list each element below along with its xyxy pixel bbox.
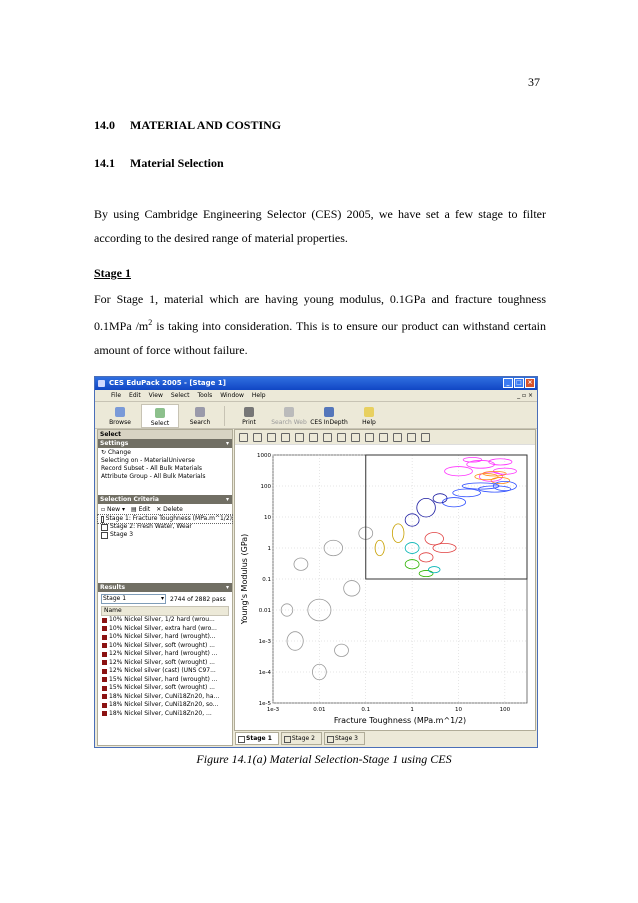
criteria-label: Selection Criteria	[100, 496, 159, 503]
result-item-label: 12% Nickel Silver, soft (wrought) ...	[109, 658, 215, 666]
selection-criteria-bar[interactable]	[98, 495, 232, 504]
collapse-icon[interactable]: ▾	[225, 584, 229, 591]
y-tick-label: 1e-4	[258, 670, 271, 676]
tab-stage-1[interactable]: Stage 1	[235, 732, 279, 745]
window-title: CES EduPack 2005 - [Stage 1]	[109, 379, 226, 387]
settings-line: Attribute Group - All Bulk Materials	[101, 473, 206, 480]
app-icon	[98, 380, 105, 387]
chart-tool-icon[interactable]	[239, 433, 248, 442]
settings-label: Settings	[100, 440, 129, 447]
results-list	[98, 616, 232, 718]
name-column-label: Name	[104, 607, 122, 614]
result-item-label: 18% Nickel Silver, CuNi18Zn20, so...	[109, 701, 219, 708]
pointer-icon[interactable]	[253, 433, 262, 442]
result-item-label: 18% Nickel Silver, CuNi18Zn20, ...	[109, 709, 212, 717]
tab-stage-2[interactable]: Stage 2	[281, 732, 322, 745]
result-item-label: 15% Nickel Silver, hard (wrought) ...	[109, 675, 218, 683]
y-tick-label: 1000	[257, 453, 271, 459]
stage-paragraph	[94, 287, 546, 362]
stage-icon	[101, 516, 104, 523]
result-item-label: 15% Nickel Silver, soft (wrought) ...	[109, 684, 215, 691]
result-item-label: 12% Nickel silver (cast) (UNS C97...	[109, 667, 216, 674]
subsection-number: 14.1	[94, 156, 115, 170]
window-titlebar	[95, 377, 537, 390]
search-label: Search	[189, 419, 211, 426]
result-item-label: 12% Nickel Silver, hard (wrought) ...	[109, 650, 218, 657]
material-swatch-icon	[102, 686, 107, 691]
intro-paragraph: By using Cambridge Engineering Selector (CES) 2005, we have set a few stage to filter according to the desired range of material properties.	[94, 207, 546, 245]
chart-tool-icon[interactable]	[323, 433, 332, 442]
select-icon	[155, 408, 165, 418]
settings-line: Record Subset - All Bulk Materials	[101, 465, 203, 472]
results-bar[interactable]	[98, 583, 232, 592]
search-web-icon	[284, 407, 294, 417]
stage-icon	[101, 532, 108, 539]
material-swatch-icon	[102, 652, 107, 657]
change-button[interactable]: ↻ Change	[101, 449, 131, 456]
print-label: Print	[242, 419, 256, 426]
chart-tool-icon[interactable]	[393, 433, 402, 442]
superscript: 2	[148, 318, 153, 327]
browse-icon	[115, 407, 125, 417]
page-number: 37	[528, 75, 540, 89]
result-item-label: 10% Nickel Silver, hard (wrought)...	[109, 633, 216, 640]
select-label: Select	[150, 420, 170, 427]
result-item[interactable]	[98, 710, 232, 719]
y-tick-label: 100	[260, 484, 271, 490]
print-button[interactable]	[230, 407, 268, 428]
collapse-icon[interactable]: ▾	[225, 496, 229, 503]
subsection-title: Material Selection	[130, 156, 224, 170]
ashby-chart[interactable]	[235, 445, 535, 729]
chart-tool-icon[interactable]	[337, 433, 346, 442]
maximize-icon[interactable]: □	[514, 378, 524, 388]
section-title: MATERIAL AND COSTING	[130, 118, 282, 132]
result-item[interactable]	[98, 659, 232, 668]
menu-tools[interactable]: Tools	[197, 392, 213, 399]
section-number: 14.0	[94, 118, 115, 132]
x-tick-label: 100	[499, 707, 511, 713]
y-tick-label: 1e-5	[258, 701, 271, 707]
criteria-item[interactable]	[98, 531, 232, 539]
toolbar-divider	[224, 406, 225, 426]
result-item[interactable]	[98, 684, 232, 693]
close-icon[interactable]: ×	[525, 378, 535, 388]
chart-tool-icon[interactable]	[407, 433, 416, 442]
indepth-label: CES InDepth	[310, 419, 348, 426]
delete-label: Delete	[163, 506, 183, 513]
menu-file[interactable]: File	[111, 392, 122, 399]
new-button[interactable]: ▫ New ▾	[101, 506, 125, 513]
ces-indepth-button[interactable]	[310, 407, 348, 428]
panel-title: Select	[98, 430, 232, 439]
collapse-icon[interactable]: ▾	[225, 440, 229, 447]
line-select-icon[interactable]	[281, 433, 290, 442]
x-tick-label: 1	[410, 707, 414, 713]
material-swatch-icon	[102, 677, 107, 682]
indepth-icon	[324, 407, 334, 417]
menu-select[interactable]: Select	[170, 392, 190, 399]
y-tick-label: 1	[267, 546, 271, 552]
select-button[interactable]	[141, 404, 179, 428]
chart-area	[234, 429, 536, 731]
menu-view[interactable]: View	[148, 392, 163, 399]
search-web-button[interactable]	[270, 407, 308, 428]
criteria-item[interactable]	[98, 515, 232, 523]
search-web-label: Search Web	[271, 419, 307, 426]
result-item[interactable]	[98, 693, 232, 702]
chart-toolbar	[235, 430, 535, 445]
stage-icon	[101, 524, 108, 531]
material-swatch-icon	[102, 643, 107, 648]
result-item[interactable]	[98, 667, 232, 676]
chart-tool-icon[interactable]	[365, 433, 374, 442]
x-tick-label: 0.1	[361, 707, 371, 713]
stage-paragraph-part1: For Stage 1, material which are having young modulus, 0.1GPa and fracture toughness 0.1MPa /m	[94, 292, 546, 333]
help-icon	[364, 407, 374, 417]
results-column-header[interactable]	[101, 606, 229, 616]
search-icon	[195, 407, 205, 417]
material-swatch-icon	[102, 711, 107, 716]
chart-tool-icon[interactable]	[421, 433, 430, 442]
select-panel	[97, 429, 233, 746]
zoom-icon[interactable]	[351, 433, 360, 442]
main-toolbar	[95, 402, 537, 429]
chart-tool-icon[interactable]	[379, 433, 388, 442]
chart-tool-icon[interactable]	[295, 433, 304, 442]
result-item[interactable]	[98, 676, 232, 685]
criteria-item-label: Stage 2: Fresh Water, Wear	[110, 523, 192, 530]
y-axis-label: Young's Modulus (GPa)	[240, 533, 249, 625]
settings-line: Selecting on - MaterialUniverse	[101, 457, 195, 464]
result-item[interactable]	[98, 625, 232, 634]
browse-button[interactable]	[101, 407, 139, 428]
tab-stage-3[interactable]: Stage 3	[324, 732, 365, 745]
material-swatch-icon	[102, 660, 107, 665]
result-item[interactable]	[98, 616, 232, 625]
menu-window[interactable]: Window	[220, 392, 244, 399]
edit-button[interactable]: ▤ Edit	[131, 506, 151, 513]
material-swatch-icon	[102, 626, 107, 631]
settings-bar[interactable]	[98, 439, 232, 448]
browse-label: Browse	[109, 419, 131, 426]
delete-button[interactable]: ✕ Delete	[156, 506, 183, 513]
box-select-icon[interactable]	[267, 433, 276, 442]
criteria-item[interactable]	[98, 523, 232, 531]
result-item-label: 10% Nickel Silver, extra hard (wro...	[109, 624, 217, 632]
material-swatch-icon	[102, 618, 107, 623]
result-item[interactable]	[98, 642, 232, 651]
material-swatch-icon	[102, 703, 107, 708]
result-item[interactable]	[98, 701, 232, 710]
print-icon	[244, 407, 254, 417]
results-stage-select[interactable]: Stage 1 ▾	[101, 594, 166, 604]
help-button[interactable]	[350, 407, 388, 428]
mdi-controls-icon[interactable]: _ ▫ ×	[517, 392, 533, 399]
menu-help[interactable]: Help	[251, 392, 266, 399]
result-item[interactable]	[98, 633, 232, 642]
results-pass-count: 2744 of 2882 pass	[170, 595, 226, 603]
menu-edit[interactable]: Edit	[129, 392, 141, 399]
y-tick-label: 0.1	[262, 577, 271, 583]
change-label: Change	[107, 449, 131, 456]
y-tick-label: 1e-3	[258, 639, 271, 645]
minimize-icon[interactable]: _	[503, 378, 513, 388]
stage-heading: Stage 1	[94, 266, 131, 280]
edit-label: Edit	[138, 506, 151, 513]
figure-caption: Figure 14.1(a) Material Selection-Stage 1 using CES	[196, 752, 452, 766]
menu-bar	[95, 390, 537, 402]
criteria-item-label: Stage 3	[110, 531, 134, 538]
ces-screenshot	[94, 376, 538, 748]
x-tick-label: 0.01	[313, 707, 326, 713]
result-item-label: 10% Nickel Silver, soft (wrought) ...	[109, 641, 215, 649]
results-label: Results	[100, 584, 126, 591]
chart-tool-icon[interactable]	[309, 433, 318, 442]
stage-paragraph-part2: is taking into consideration. This is to ensure our product can withstand certain amount of force without failure.	[94, 319, 546, 357]
stage-tabs	[235, 732, 365, 745]
result-item-label: 18% Nickel Silver, CuNi18Zn20, ha...	[109, 692, 220, 700]
x-tick-label: 1e-3	[266, 707, 280, 713]
y-tick-label: 0.01	[258, 608, 271, 614]
y-tick-label: 10	[264, 515, 271, 521]
help-label: Help	[362, 419, 376, 426]
result-item[interactable]	[98, 650, 232, 659]
material-swatch-icon	[102, 635, 107, 640]
criteria-item-label: Stage 1: Fracture Toughness (MPa.m^1/2)	[105, 515, 232, 522]
result-item-label: 10% Nickel Silver, 1/2 hard (wrou...	[109, 616, 215, 623]
material-swatch-icon	[102, 694, 107, 699]
criteria-buttons	[98, 504, 232, 515]
new-label: New	[106, 506, 121, 513]
search-button[interactable]	[181, 407, 219, 428]
x-axis-label: Fracture Toughness (MPa.m^1/2)	[333, 716, 467, 725]
x-tick-label: 10	[454, 707, 462, 713]
material-swatch-icon	[102, 669, 107, 674]
